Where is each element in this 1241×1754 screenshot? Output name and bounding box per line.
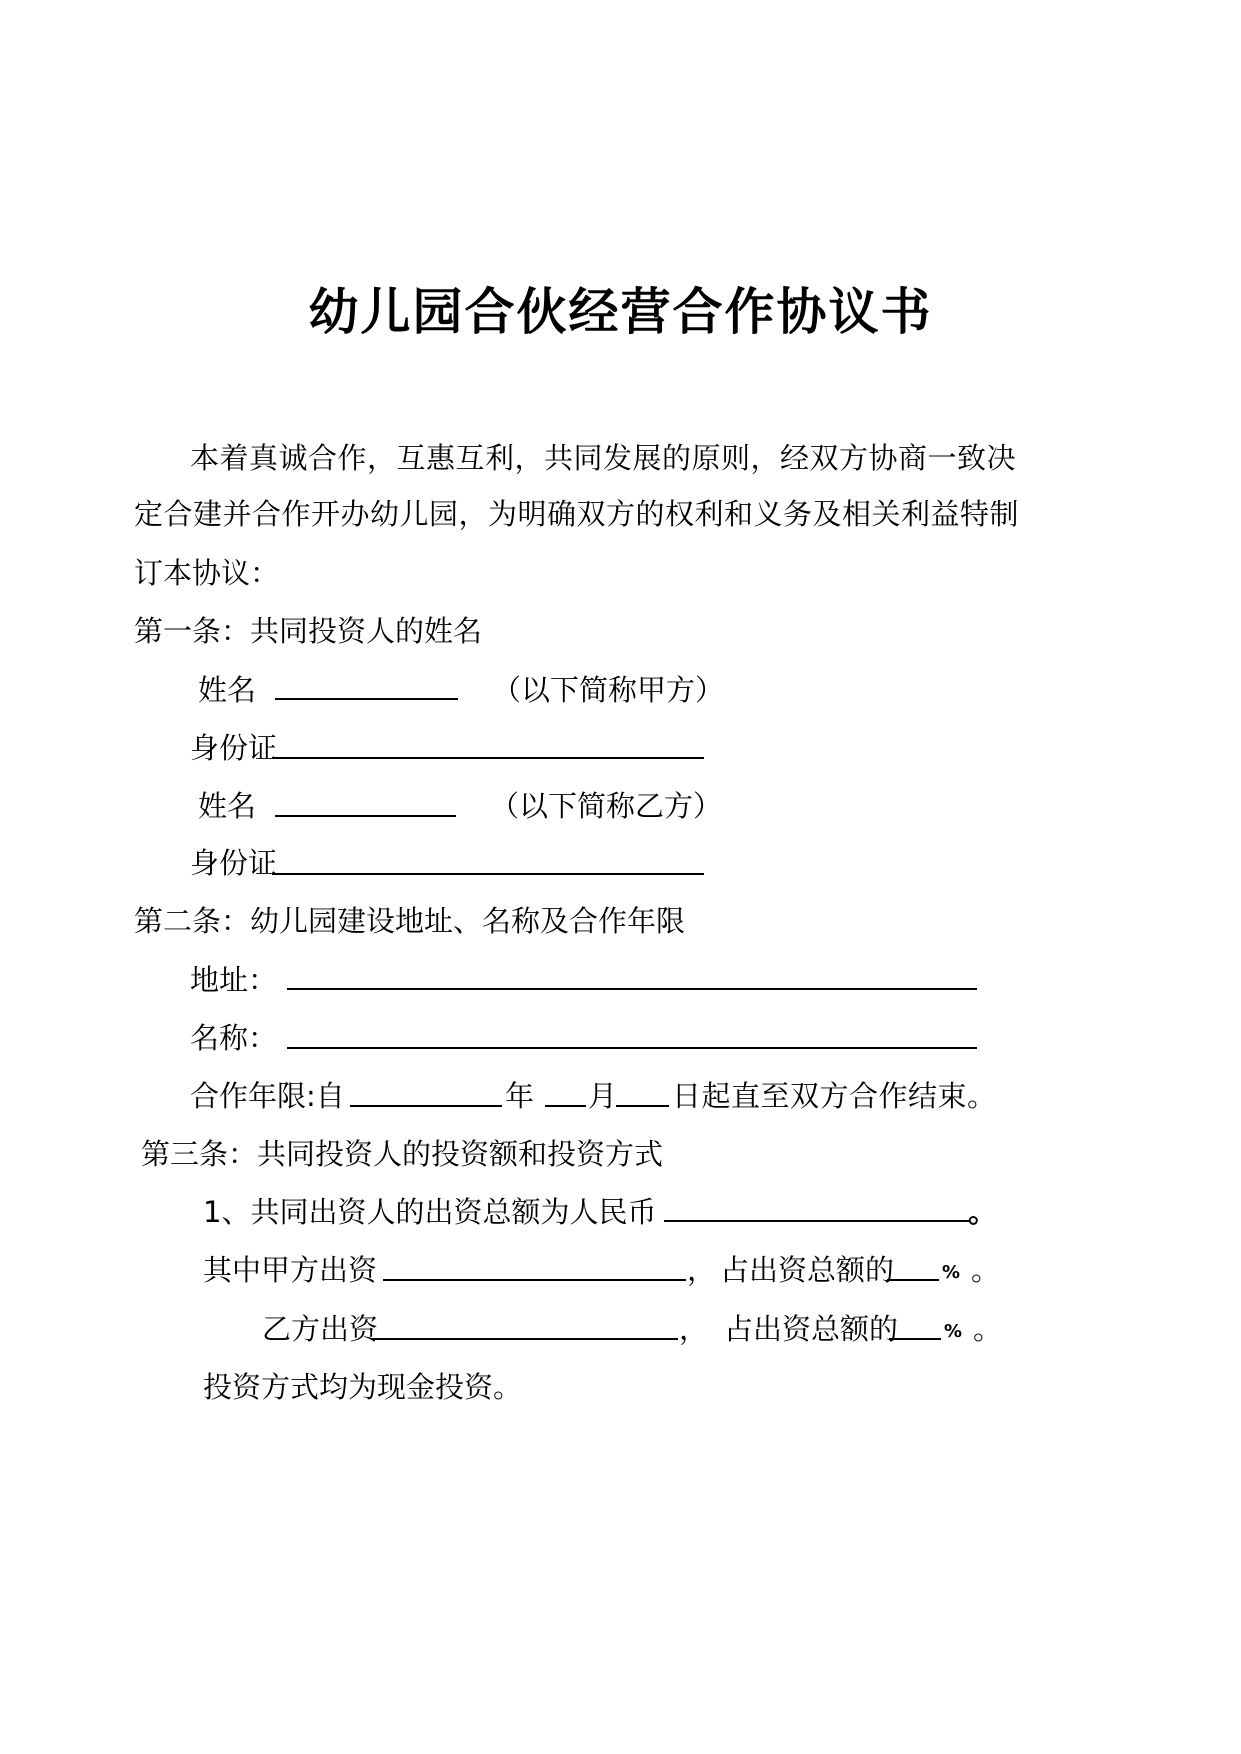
party-b-comma: ， xyxy=(679,1312,709,1346)
article-2-heading: 第二条：幼儿园建设地址、名称及合作年限 xyxy=(134,904,686,938)
address-field[interactable] xyxy=(287,988,977,990)
term-month-field[interactable] xyxy=(545,1105,586,1107)
party-a-end-mark: 。 xyxy=(971,1253,1001,1287)
party-a-percent-sign: % xyxy=(942,1262,961,1283)
investment-method: 投资方式均为现金投资。 xyxy=(203,1370,523,1404)
party-b-share-field[interactable] xyxy=(889,1338,941,1340)
party-a-id-label: 身份证 xyxy=(190,731,278,765)
term-prefix: 合作年限:自 xyxy=(190,1079,345,1113)
party-b-id-label: 身份证 xyxy=(190,846,278,880)
intro-line-2: 定合建并合作开办幼儿园，为明确双方的权利和义务及相关利益特制 xyxy=(134,497,1020,531)
party-b-name-field[interactable] xyxy=(275,815,456,817)
party-b-note: （以下简称乙方） xyxy=(490,789,723,823)
party-a-investment-label: 其中甲方出资 xyxy=(203,1253,378,1287)
term-year-field[interactable] xyxy=(350,1105,502,1107)
party-b-investment-label: 乙方出资 xyxy=(262,1312,379,1346)
party-a-name-field[interactable] xyxy=(275,698,458,700)
party-a-note: （以下简称甲方） xyxy=(492,673,725,707)
party-b-end-mark: 。 xyxy=(973,1312,1003,1346)
party-b-id-field[interactable] xyxy=(272,873,704,875)
address-label: 地址： xyxy=(190,963,278,997)
party-a-investment-field[interactable] xyxy=(383,1279,686,1281)
party-b-name-label: 姓名 xyxy=(198,789,257,823)
party-b-share-label: 占出资总额的 xyxy=(724,1312,899,1346)
party-a-comma: ， xyxy=(687,1253,717,1287)
intro-line-1: 本着真诚合作，互惠互利，共同发展的原则，经双方协商一致决 xyxy=(190,441,1017,475)
article-3-heading: 第三条：共同投资人的投资额和投资方式 xyxy=(141,1137,664,1171)
total-investment-period: 。 xyxy=(968,1195,998,1229)
party-a-name-label: 姓名 xyxy=(198,673,257,707)
kindergarten-name-label: 名称： xyxy=(190,1021,278,1055)
term-year-label: 年 xyxy=(505,1079,535,1113)
term-day-field[interactable] xyxy=(616,1105,669,1107)
party-a-share-label: 占出资总额的 xyxy=(720,1253,895,1287)
total-investment-field[interactable] xyxy=(664,1220,970,1222)
party-b-percent-sign: % xyxy=(944,1321,963,1342)
term-month-label: 月 xyxy=(588,1079,618,1113)
party-a-id-field[interactable] xyxy=(272,757,704,759)
article-1-heading: 第一条：共同投资人的姓名 xyxy=(134,614,483,648)
kindergarten-name-field[interactable] xyxy=(287,1047,977,1049)
total-investment-label: 1、共同出资人的出资总额为人民币 xyxy=(203,1195,657,1229)
term-suffix: 日起直至双方合作结束。 xyxy=(672,1079,997,1113)
party-b-investment-field[interactable] xyxy=(372,1338,678,1340)
intro-line-3: 订本协议： xyxy=(134,556,280,590)
party-a-share-field[interactable] xyxy=(887,1279,939,1281)
document-title: 幼儿园合伙经营合作协议书 xyxy=(308,283,933,341)
